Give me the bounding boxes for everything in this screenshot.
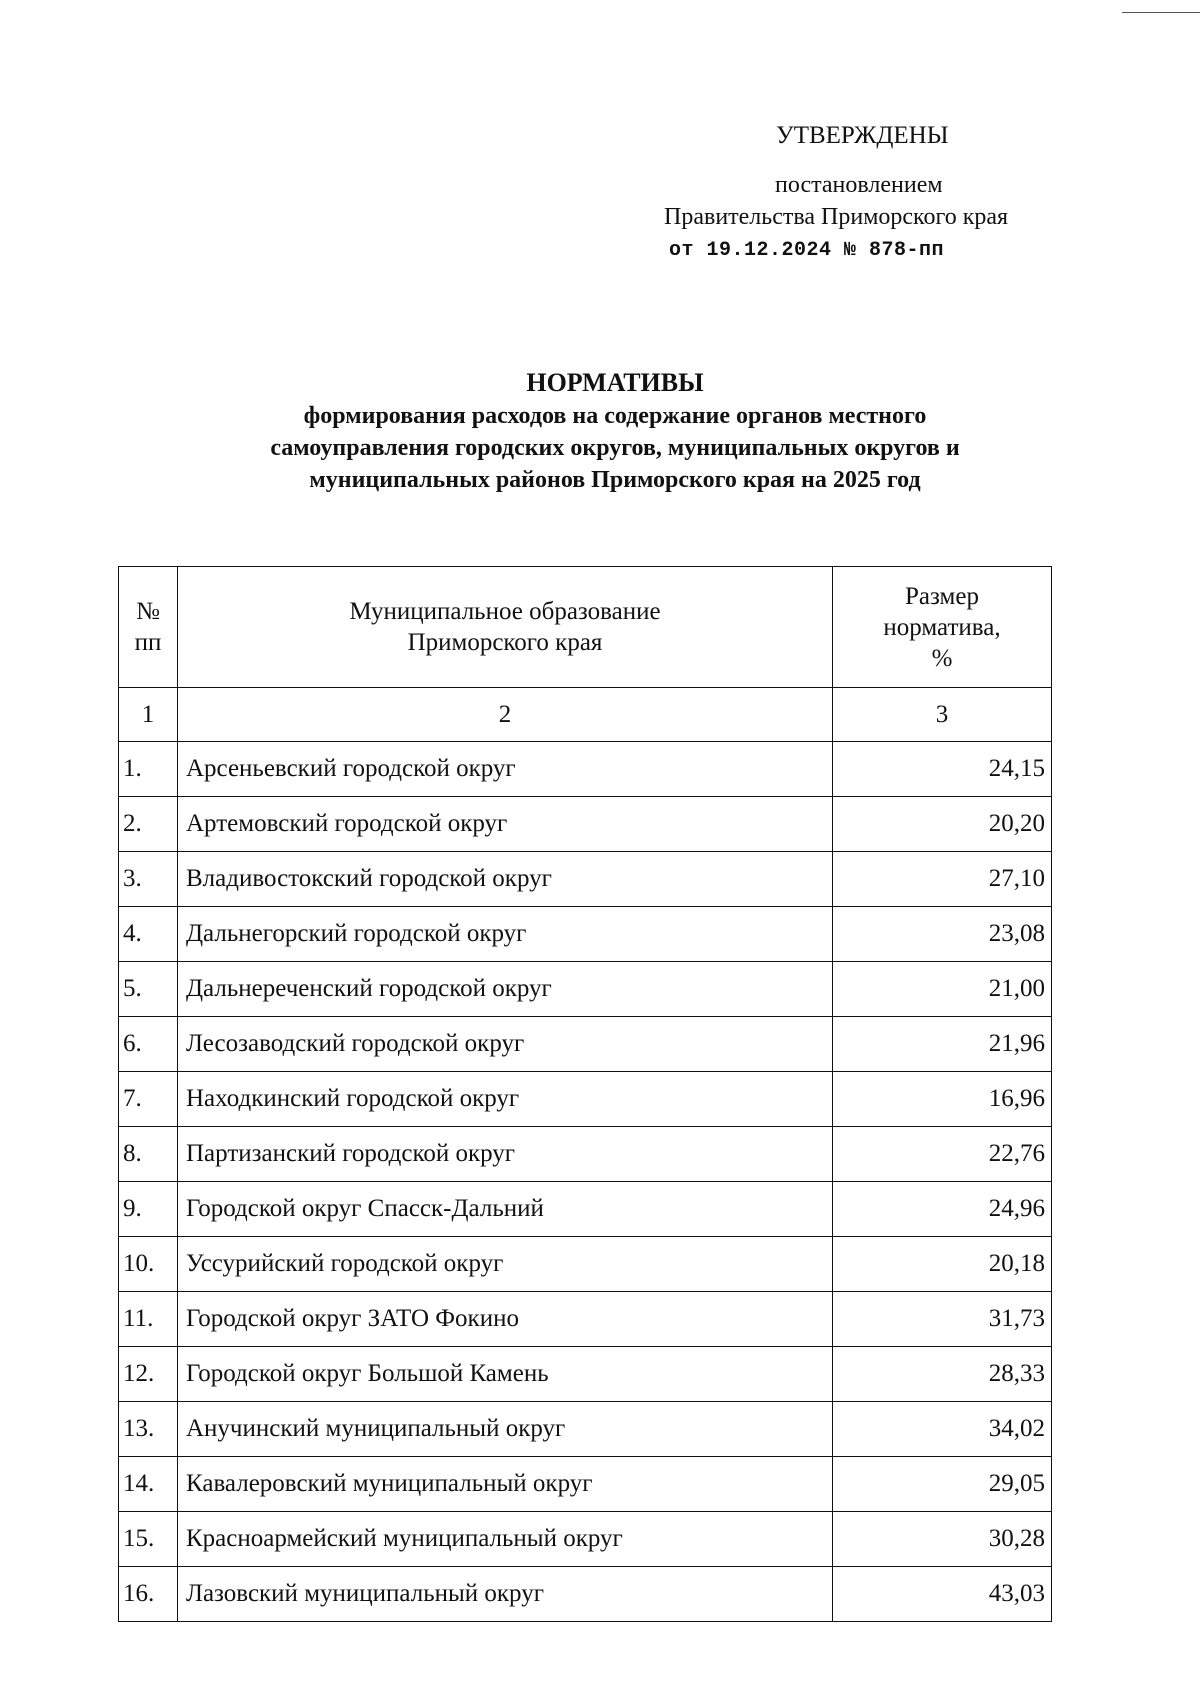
approval-line-2: Правительства Приморского края [664, 204, 1009, 230]
table-header-row [119, 567, 1052, 688]
table-body [119, 742, 1052, 1622]
scan-edge-line [1122, 12, 1200, 13]
row-number: 2. [119, 797, 178, 852]
row-normative-value: 43,03 [833, 1567, 1052, 1622]
row-municipality: Арсеньевский городской округ [178, 742, 833, 797]
row-normative-value: 23,08 [833, 907, 1052, 962]
row-municipality: Находкинский городской округ [178, 1072, 833, 1127]
approval-line-1: постановлением [775, 172, 943, 198]
row-number: 7. [119, 1072, 178, 1127]
table-row [119, 1457, 1052, 1512]
table-row [119, 1127, 1052, 1182]
header-municipality [178, 567, 833, 688]
header-normative-line-1: Размер [905, 582, 979, 610]
header-municipality-line-2: Приморского края [407, 629, 603, 656]
row-number: 11. [119, 1292, 178, 1347]
row-number: 9. [119, 1182, 178, 1237]
row-municipality: Городской округ Спасск-Дальний [178, 1182, 833, 1237]
header-normative-line-3: % [931, 644, 953, 672]
table-row [119, 1567, 1052, 1622]
title-line-1: формирования расходов на содержание органов местного [303, 403, 927, 429]
row-number: 13. [119, 1402, 178, 1457]
row-number: 5. [119, 962, 178, 1017]
table-row [119, 1237, 1052, 1292]
row-number: 14. [119, 1457, 178, 1512]
row-municipality: Дальнереченский городской округ [178, 962, 833, 1017]
row-normative-value: 21,00 [833, 962, 1052, 1017]
row-municipality: Красноармейский муниципальный округ [178, 1512, 833, 1567]
table-row [119, 1512, 1052, 1567]
row-normative-value: 34,02 [833, 1402, 1052, 1457]
header-normative [833, 567, 1052, 688]
row-number: 1. [119, 742, 178, 797]
header-municipality-line-1: Муниципальное образование [349, 598, 661, 625]
row-municipality: Уссурийский городской округ [178, 1237, 833, 1292]
row-municipality: Городской округ ЗАТО Фокино [178, 1292, 833, 1347]
table-row [119, 1402, 1052, 1457]
row-municipality: Дальнегорский городской округ [178, 907, 833, 962]
row-number: 16. [119, 1567, 178, 1622]
row-normative-value: 27,10 [833, 852, 1052, 907]
row-normative-value: 31,73 [833, 1292, 1052, 1347]
column-number: 1 [119, 688, 178, 742]
table-row [119, 907, 1052, 962]
row-normative-value: 30,28 [833, 1512, 1052, 1567]
row-normative-value: 24,96 [833, 1182, 1052, 1237]
row-number: 4. [119, 907, 178, 962]
normatives-table [118, 566, 1052, 1622]
title-line-2: самоуправления городских округов, муниципальных округов и [270, 435, 960, 461]
row-number: 15. [119, 1512, 178, 1567]
row-municipality: Партизанский городской округ [178, 1127, 833, 1182]
row-municipality: Владивостокский городской округ [178, 852, 833, 907]
row-municipality: Лазовский муниципальный округ [178, 1567, 833, 1622]
title-heading: НОРМАТИВЫ [526, 368, 704, 397]
header-number [119, 567, 178, 688]
row-number: 6. [119, 1017, 178, 1072]
table-row [119, 1017, 1052, 1072]
row-municipality: Артемовский городской округ [178, 797, 833, 852]
row-normative-value: 20,20 [833, 797, 1052, 852]
row-municipality: Городской округ Большой Камень [178, 1347, 833, 1402]
table-row [119, 797, 1052, 852]
row-number: 3. [119, 852, 178, 907]
approval-stamp: от 19.12.2024 № 878-пп [669, 239, 945, 262]
title-line-3: муниципальных районов Приморского края на 2025 год [309, 467, 921, 493]
row-normative-value: 28,33 [833, 1347, 1052, 1402]
row-normative-value: 22,76 [833, 1127, 1052, 1182]
row-normative-value: 20,18 [833, 1237, 1052, 1292]
table-row [119, 742, 1052, 797]
row-number: 12. [119, 1347, 178, 1402]
row-normative-value: 24,15 [833, 742, 1052, 797]
row-municipality: Кавалеровский муниципальный округ [178, 1457, 833, 1512]
table-row [119, 1182, 1052, 1237]
table-row [119, 1347, 1052, 1402]
row-number: 8. [119, 1127, 178, 1182]
row-municipality: Лесозаводский городской округ [178, 1017, 833, 1072]
table-row [119, 852, 1052, 907]
row-municipality: Анучинский муниципальный округ [178, 1402, 833, 1457]
header-number-line-2: пп [134, 629, 162, 656]
table-row [119, 962, 1052, 1017]
table-row [119, 1072, 1052, 1127]
approval-heading: УТВЕРЖДЕНЫ [776, 122, 949, 149]
header-number-line-1: № [136, 598, 160, 625]
row-normative-value: 21,96 [833, 1017, 1052, 1072]
approval-block [664, 120, 1094, 267]
column-number-row [119, 688, 1052, 742]
document-title [120, 366, 1110, 496]
row-normative-value: 29,05 [833, 1457, 1052, 1512]
column-number: 2 [178, 688, 833, 742]
row-number: 10. [119, 1237, 178, 1292]
row-normative-value: 16,96 [833, 1072, 1052, 1127]
header-normative-line-2: норматива, [883, 613, 1001, 641]
table-row [119, 1292, 1052, 1347]
column-number: 3 [833, 688, 1052, 742]
